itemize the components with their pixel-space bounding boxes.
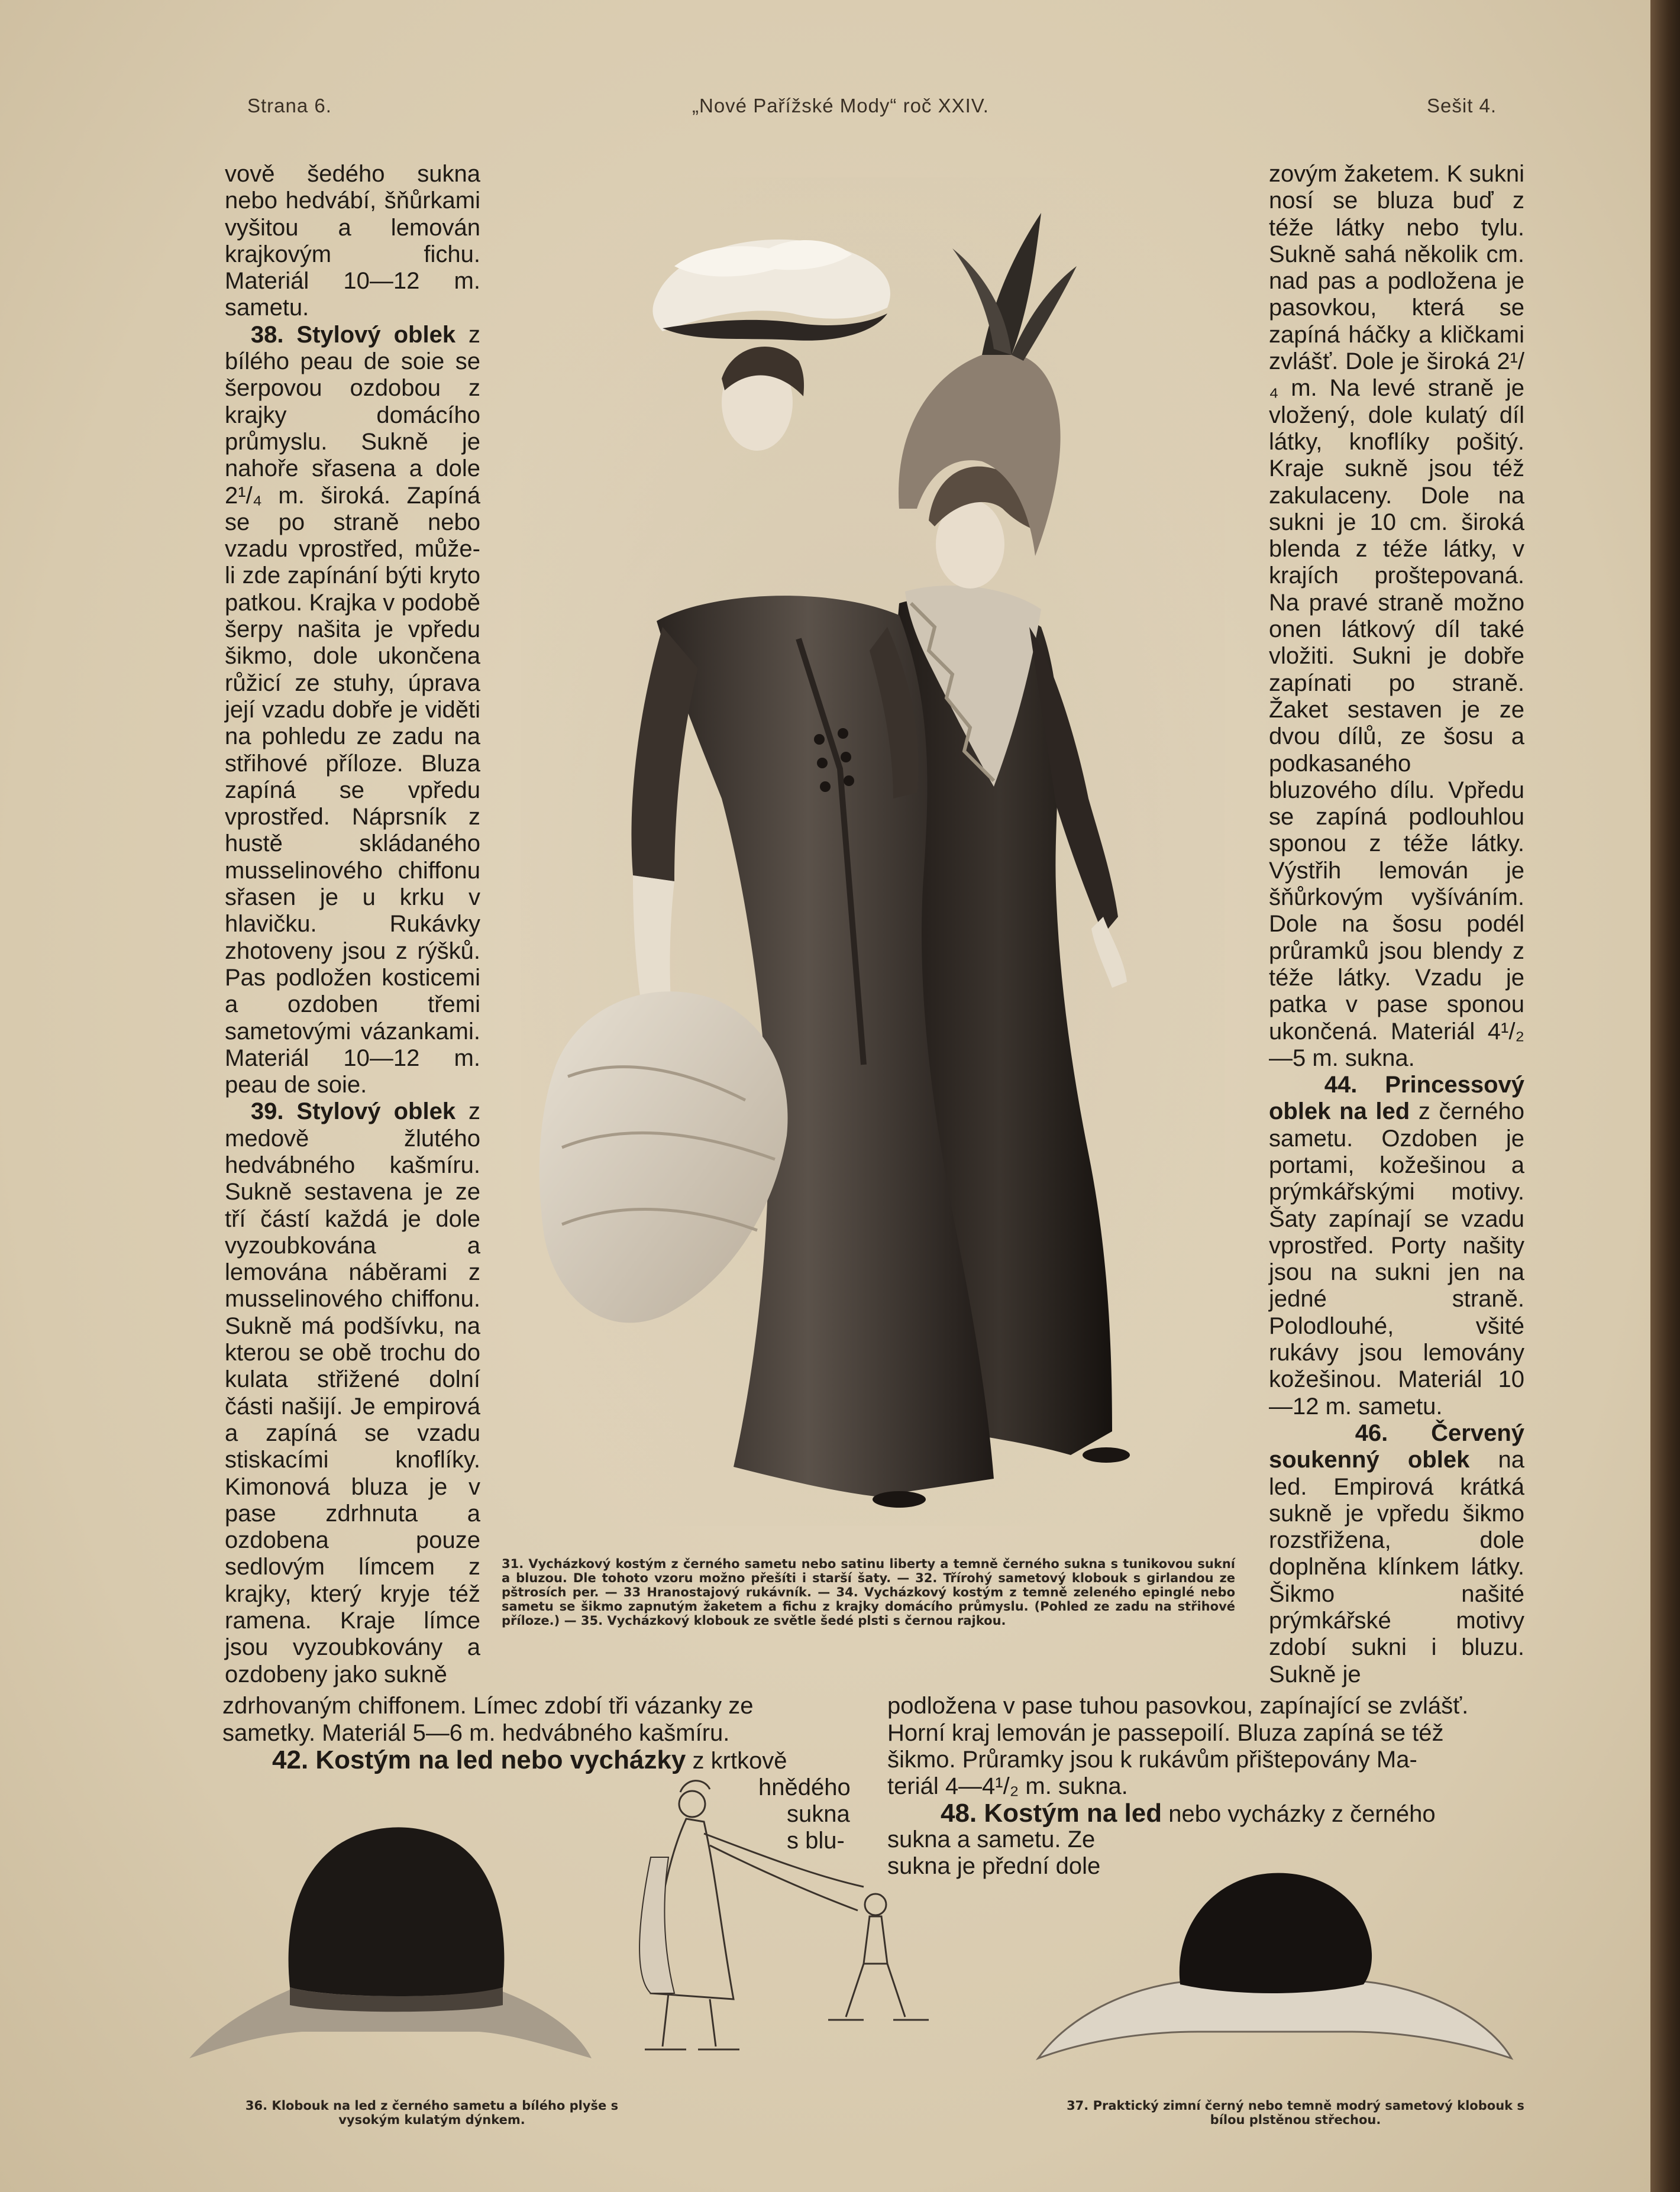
paragraph: 46. Červený soukenný oblek na led. Empirová krátká sukně je vpředu šikmo rozstřižena, dole doplněna klínkem látky. Šikmo našité prýmkářské motivy zdobí sukni i bluzu. Sukně je xyxy=(1269,1420,1525,1687)
hat-36-illustration xyxy=(183,1810,597,2070)
left-column xyxy=(225,161,480,1688)
paragraph: vově šedého sukna nebo hedvábí, šňůrkami vyšitou a lemován krajkovým fichu. Materiál 10—12 m. sametu. xyxy=(225,161,480,321)
journal-title: „Nové Pařížské Mody“ roč XXIV. xyxy=(692,95,989,117)
text-line: zdrhovaným chiffonem. Límec zdobí tři vázanky ze xyxy=(222,1693,754,1719)
caption-hat-36: 36. Klobouk na led z černého sametu a bílého plyše s vysokým kulatým dýnkem. xyxy=(245,2099,619,2127)
text-line: s blu- xyxy=(787,1828,845,1854)
text-line: hnědého xyxy=(758,1774,851,1800)
skater-illustration xyxy=(615,1769,970,2088)
text-line: šikmo. Průramky jsou k rukávům přištepovány Ma- xyxy=(887,1747,1417,1773)
paragraph: zovým žaketem. K sukni nosí se bluza buď z téže látky nebo tylu. Sukně sahá několik cm. nad pas a podložena je pasovkou, která se zapíná háčky a kličkami zvlášť. Dole je široká 2¹/₄ m. Na levé straně je vložený, dole kulatý díl látky, knoflíky pošitý. Kraje sukně jsou též zakulaceny. Dole na sukni je 10 cm. široká blenda z téže látky, v krajích proštepovaná. Na pravé straně možno onen látkový díl také vložiti. Sukni je dobře zapínati po straně. Žaket sestaven je ze dvou dílů, ze šosu a podkasaného bluzového dílu. Vpředu se zapíná podlouhlou sponou z téže látky. Výstřih lemován je šňůrkovým vyšíváním. Dole na šosu podél průramků jsou blendy z téže látky. Vzadu je patka v pase sponou ukončená. Materiál 4¹/₂—5 m. sukna. xyxy=(1269,161,1524,1071)
heading-42: 42. Kostým na led nebo vycházky z krtkově xyxy=(272,1745,787,1774)
caption-main-photo: 31. Vycházkový kostým z černého sametu nebo satinu liberty a temně černého sukna s tunikovou sukní a bluzou. Dle tohoto vzoru možno přešíti i starší šaty. — 32. Třírohý sametový klobouk s girlandou ze pštrosích per. — 33 Hranostajový rukávník. — 34. Vycházkový kostým z temně zeleného epinglé nebo sametu se šikmo zapnutým žaketem a fichu z krajky domácího průmyslu. (Pohled ze zadu na střihové příloze.) — 35. Vycházkový klobouk ze světle šedé plsti s černou rajkou. xyxy=(502,1557,1235,1628)
page-number: Strana 6. xyxy=(247,95,332,117)
caption-hat-37: 37. Praktický zimní černý nebo temně modrý sametový klobouk s bílou plstěnou střechou. xyxy=(1067,2099,1524,2127)
text-line: Horní kraj lemován je passepoilí. Bluza zapíná se též xyxy=(887,1720,1444,1746)
text-line: sukna xyxy=(787,1801,850,1827)
text-line: teriál 4—4¹/₂ m. sukna. xyxy=(887,1773,1128,1799)
issue-number: Sešit 4. xyxy=(1427,95,1497,117)
text-line: sukna a sametu. Ze xyxy=(887,1826,1096,1852)
binding-edge xyxy=(1650,0,1680,2192)
paragraph: 39. Stylový oblek z medově žlutého hedvábného kašmíru. Sukně sestavena je ze tří částí každá je dole vyzoubkována a lemována náběrami z musselinového chiffonu. Sukně má podšívku, na kterou se obě trochu do kulata střižené dolní části našijí. Je empirová a zapíná se vzadu stiskacími knoflíky. Kimonová bluza je v pase zdrhnuta a ozdobena pouze sedlovým límcem z krajky, který kryje též ramena. Kraje límce jsou vyzoubkovány a ozdobeny jako sukně xyxy=(225,1098,481,1687)
paragraph: 38. Stylový oblek z bílého peau de soie se šerpovou ozdobou z krajky domácího průmyslu. Sukně je nahoře sřasena a dole 2¹/₄ m. široká. Zapíná se po straně nebo vzadu vprostřed, může-li zde zapínání býti kryto patkou. Krajka v podobě šerpy našita je vpředu šikmo, dole ukončena růžicí ze stuhy, úprava její vzadu dobře je viděti na pohledu ze zadu na střihové příloze. Bluza zapíná se vpředu vprostřed. Náprsník z hustě skládaného musselinového chiffonu sřasen je u krku v hlavičku. Rukávky zhotoveny jsou z rýšků. Pas podložen kosticemi a ozdoben třemi sametovými vázankami. Materiál 10—12 m. peau de soie. xyxy=(225,321,481,1098)
right-column xyxy=(1269,161,1524,1688)
text-line: sametky. Materiál 5—6 m. hedvábného kašmíru. xyxy=(222,1720,730,1746)
fashion-photo-two-women xyxy=(521,177,1225,1526)
paragraph: 44. Princessový oblek na led z černého sametu. Ozdoben je portami, kožešinou a prýmkářskými motivy. Šaty zapínají se vzadu vprostřed. Porty našity jsou na sukni jen na jedné straně. Polodlouhé, všité rukávy jsou lemovány kožešinou. Materiál 10—12 m. sametu. xyxy=(1269,1072,1524,1420)
heading-48: 48. Kostým na led nebo vycházky z černého xyxy=(941,1799,1436,1828)
text-line: sukna je přední dole xyxy=(887,1853,1101,1879)
hat-37-illustration xyxy=(1032,1863,1517,2070)
text-line: podložena v pase tuhou pasovkou, zapínající se zvlášť. xyxy=(887,1693,1469,1719)
